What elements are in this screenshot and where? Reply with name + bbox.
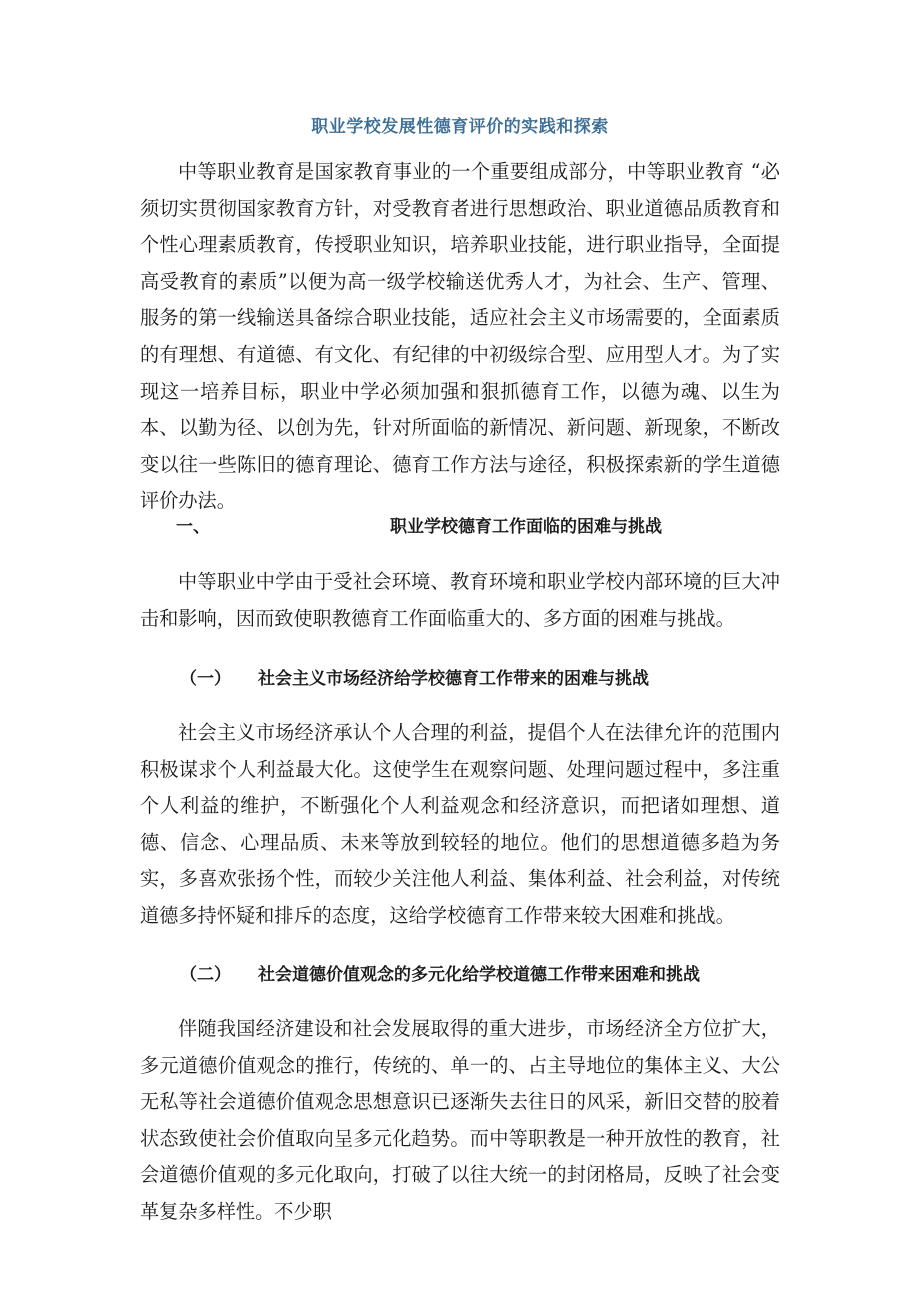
intro-paragraph: 中等职业教育是国家教育事业的一个重要组成部分，中等职业教育 “必须切实贯彻国家教育方针，对受教育者进行思想政治、职业道德品质教育和个性心理素质教育，传授职业知识，培养职业技能，进行职业指导，全面提高受教育的素质”以便为高一级学校输送优秀人才，为社会、生产、管理、服务的第一线输送具备综合职业技能，适应社会主义市场需要的，全面素质的有理想、有道德、有文化、有纪律的中初级综合型、应用型人才。为了实现这一培养目标，职业中学必须加强和狠抓德育工作，以德为魂、以生为本、以勤为径、以创为先，针对所面临的新情况、新问题、新现象，不断改变以往一些陈旧的德育理论、德育工作方法与途径，积极探索新的学生道德评价办法。 <box>140 160 780 513</box>
subsection-2-number: （二） <box>180 965 231 985</box>
subsection-1-paragraph: 社会主义市场经济承认个人合理的利益，提倡个人在法律允许的范围内积极谋求个人利益最大化。这使学生在观察问题、处理问题过程中，多注重个人利益的维护，不断强化个人利益观念和经济意识，而把诸如理想、道德、信念、心理品质、未来等放到较轻的地位。他们的思想道德多趋为务实，多喜欢张扬个性，而较少关注他人利益、集体利益、社会利益，对传统道德多持怀疑和排斥的态度，这给学校德育工作带来较大困难和挑战。 <box>140 721 780 927</box>
subsection-2-paragraph: 伴随我国经济建设和社会发展取得的重大进步，市场经济全方位扩大，多元道德价值观念的推行，传统的、单一的、占主导地位的集体主义、大公无私等社会道德价值观念思想意识已逐渐失去往日的风采，新旧交替的胶着状态致使社会价值取向呈多元化趋势。而中等职教是一种开放性的教育，社会道德价值观的多元化取向，打破了以往大统一的封闭格局，反映了社会变革复杂多样性。不少职 <box>140 1017 780 1223</box>
subsection-1-number: （一） <box>180 669 231 689</box>
section-1-paragraph: 中等职业中学由于受社会环境、教育环境和职业学校内部环境的巨大冲击和影响，因而致使职教德育工作面临重大的、多方面的困难与挑战。 <box>140 570 780 630</box>
document-title: 职业学校发展性德育评价的实践和探索 <box>311 117 609 137</box>
subsection-1-heading: 社会主义市场经济给学校德育工作带来的困难与挑战 <box>258 669 649 689</box>
section-1-heading: 职业学校德育工作面临的困难与挑战 <box>390 517 662 537</box>
section-1-number: 一、 <box>176 517 210 537</box>
subsection-2-heading: 社会道德价值观念的多元化给学校道德工作带来困难和挑战 <box>258 965 700 985</box>
